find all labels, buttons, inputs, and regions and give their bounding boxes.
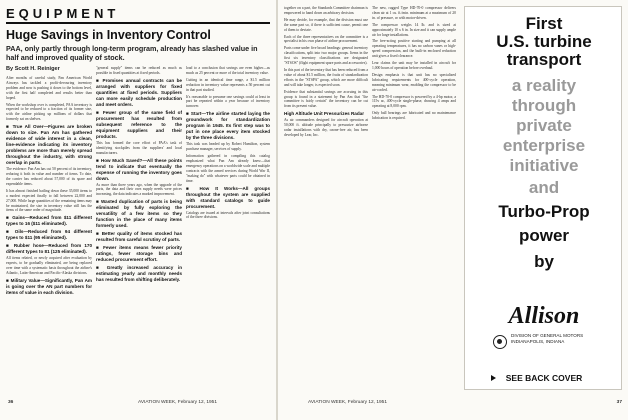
body-paragraph: The compressor weighs 14 lb. and is sized at approximately 10 x 6 in. In size and it can supply ample air for large installations. <box>372 22 456 37</box>
subhead-paragraph: ■ Start—The airline started laying the groundwork for standardization program in 1945. Its first step was to put in one place every item stocked by the three divisions. <box>186 111 270 141</box>
ad-line: through <box>511 96 577 115</box>
body-paragraph: Only ball bearings are lubricated and no maintenance lubrication is required. <box>372 111 456 121</box>
article-byline: By Scott H. Reiniger <box>6 66 60 72</box>
body-paragraph: Catalogs are issued at intervals after joint consultations of the three divisions. <box>186 210 270 220</box>
subhead-paragraph: ■ Wasted duplication of parts is being eliminated by fully exploring the versatility of a few items so they function in the place of many items formerly used. <box>96 199 182 229</box>
ad-line: enterprise <box>502 136 586 155</box>
body-paragraph: As more than three years ago, when the upgrade of the parts, the data and their own supply needs were prices increasing, the data indicates a marked improvement. <box>96 182 182 197</box>
subhead-paragraph: ■ Better quality of items stocked has resulted from careful scrutiny of parts. <box>96 231 182 243</box>
body-paragraph: It's reasonable to presume one savings could at least in part be repeated within a year because of inventory turnover. <box>186 94 270 109</box>
body-paragraph: Parts come under five broad headings: general inventory classifications, split into two major groups. Items in the first six inventory classifications are designated "STSOS" (flight equipment spare parts and accessories). <box>284 46 368 66</box>
ad-line: First <box>525 14 563 33</box>
subhead-paragraph: ■ Military Value—Significantly, Pan Am is going over the AN part numbers for items of value in each division. <box>6 277 92 295</box>
text-column-3 <box>186 66 270 390</box>
ad-line: transport <box>506 50 582 69</box>
banner-rule <box>6 22 270 24</box>
body-paragraph: The free-acting positive starting and pumping at all operating temperatures, it has no carbon vanes or high-speed compression, and the built-in enclosed reduction unit gives a fixed clearance. <box>372 39 456 59</box>
body-paragraph: together on a part, the Standards Committee chairman is empowered to hand down an arbitrary decision. <box>284 6 368 15</box>
body-paragraph: Information gathered in compiling this catalog emphasized what Pan Am already knew—that emergency operations on a worldwide scale and multiple contracts with the armed services during World War II, "making do" with whatever parts could be obtained in time. <box>186 154 270 183</box>
left-page-number: 36 <box>8 400 14 405</box>
body-paragraph: This task was headed up by Robert Hamilton, system purchase manager, services of supply. <box>186 142 270 152</box>
see-back-cover-link[interactable]: SEE BACK COVER <box>505 373 583 383</box>
allison-logo: Allison <box>508 303 580 329</box>
ad-line: initiative <box>509 156 579 175</box>
body-paragraph: This has formed the core effort of PAA's task of identifying stockpiles from the suppliers' and local manufacturers. <box>96 140 182 155</box>
allison-advertisement <box>464 6 622 390</box>
subhead-paragraph: ■ Fewer group of the same field of procurement has resulted from subsequent reference to the equipment suppliers and their products. <box>96 109 182 139</box>
subhead-paragraph: ■ Oils—Reduced from 94 different types to $11 (95 eliminated). <box>6 229 92 241</box>
text-column-2 <box>96 66 182 390</box>
ad-line: private <box>516 116 572 135</box>
subhead-paragraph: High Altitude Unit Pressurizes Radar <box>284 111 364 117</box>
body-paragraph: load to a conclusion that savings are even higher—as much as 25 percent or more of the total inventory value. <box>186 66 270 75</box>
subhead-paragraph: ■ True All Over—Figures are broken down to size. Pan Am has gathered evidence of wide interest in a clean, line-evidence indicating its inventory problems are more than merely spread throughout the industry, with strong overlap in parts. <box>6 124 92 166</box>
right-page-number: 37 <box>616 400 622 405</box>
gm-seal-icon <box>493 335 507 349</box>
body-paragraph: Evidence that substantial savings are accruing in this group is found in a statement by Pan Am that "the committee is fairly certain" the inventory can be cut from its present value. <box>284 89 368 109</box>
body-paragraph: After months of careful study, Pan American World Airways has tackled a profit-devouring inventory problem and now is pushing it down to the bottom level, with the first half completed and results better than hoped. <box>6 76 92 100</box>
subhead-paragraph: ■ Greatly increased accuracy in estimating yearly and monthly needs has resulted from shifting deliberately. <box>96 265 182 283</box>
section-banner: EQUIPMENT <box>6 6 120 21</box>
text-column-5 <box>372 6 456 390</box>
subhead-paragraph: ■ Gains—Reduced from $11 different types to 16 ($11 eliminated). <box>6 215 92 227</box>
article-headline: Huge Savings in Inventory Control <box>6 28 211 42</box>
ad-line: by <box>534 252 554 271</box>
subhead-paragraph: ■ Rubber hose—Reduced from 170 different types to 81 (125 eliminated). <box>6 243 92 255</box>
ad-line: a reality <box>511 76 577 95</box>
body-paragraph: When the workshop over is completed, PAA inventory is expected to be reduced to a fraction of its former size, with the airline picking up millions of dollars that formerly sat on shelves. <box>6 102 92 122</box>
body-paragraph: The evidence: Pan Am has cut 50 percent of its inventory, reducing it both in value and number of items. To date, the carrier has reduced about 57,000 of its spare and expendable items. <box>6 167 92 186</box>
body-paragraph: Cutting in an identical time range, a $1.5 million reduction in inventory value represents a 50 percent cut in that part studied. <box>186 77 270 92</box>
body-paragraph: Design emphasis is that unit has no specialized lubricating requirements for 400-cycle operation, meaning minimum wear, enabling the compressor to be air-cooled. <box>372 72 456 92</box>
body-paragraph: All items related, or newly acquired after evaluation by experts, to be gradually eliminated, are being replaced over time with a systematic basis throughout the airline's Atlantic, Latin-American and Pacific-Alaska divisions. <box>6 256 92 276</box>
ad-line: power <box>518 226 570 245</box>
body-paragraph: He may decide, for example, that the division must use the same part so, if there is sufficient cause, permit one of them to deviate. <box>284 17 368 32</box>
subhead-paragraph: ■ How It Works—All groups throughout the system are supplied with standard catalogs to guide procurement. <box>186 185 270 209</box>
body-paragraph: "general supply" items can be reduced as much as possible in fixed quantities at fixed periods. <box>96 66 182 75</box>
left-footer <box>8 400 270 405</box>
ad-division: DIVISION OF GENERAL MOTORS INDIANAPOLIS, INDIANA <box>511 333 584 344</box>
text-column-1 <box>6 76 92 390</box>
subhead-paragraph: ■ Fewer items means fewer priority ratings, fewer storage bins and reduced procurement effort. <box>96 245 182 263</box>
ad-line: Turbo-Prop <box>498 202 590 221</box>
body-paragraph: Lear claims the unit may be installed in aircraft for 1,000 hours of operation before overhaul. <box>372 61 456 70</box>
body-paragraph: It has almost finished bailing down these 35,000 items to a modest expected finally to fall between 22,000 and 27,000. While large quantities of the remaining items may be maintained, the size in inventory value still has the items of the same order of magnitude. <box>6 188 92 213</box>
text-column-4 <box>284 6 368 390</box>
body-paragraph: As air commanders designed for aircraft operation at 50,000 ft. altitude principally to pressurize airborne radar installations with dry, ozone-free air, has been developed by Lear, Inc. <box>284 118 368 137</box>
right-masthead: AVIATION WEEK, February 12, 1951 <box>308 400 388 405</box>
body-paragraph: In this part of the inventory that has been reduced from a value of about $1.5 million, the fruits of standardization efforts in the "STSPA" group, which are more difficult and will take longer, is expected soon. <box>284 67 368 87</box>
ad-line: and <box>528 178 560 197</box>
body-paragraph: The HD-70-0 compressor is powered by a 4-hp motor, a 115v ac, 400-cycle single-phase, drawing 4 amps and operating at 8,000 rpm. <box>372 94 456 109</box>
subhead-paragraph: ■ How Much Saved?—All these points tend to indicate that eventually the expense of running the inventory goes down. <box>96 157 182 181</box>
subhead-paragraph: ■ Promises annual contracts can be arranged with suppliers for fixed quantities at fixed periods. Suppliers can more easily schedule production and meet orders. <box>96 77 182 107</box>
body-paragraph: Each of the three representatives on the committee is a specialist in his own phase of airline procurement. <box>284 34 368 44</box>
body-paragraph: The new, rugged Type HD-70-0 compressor delivers clean air at 1 cu. ft./min. minimum at a maximum of 20 in. of pressure, or with motor-driven. <box>372 6 456 20</box>
ad-line: U.S. turbine <box>496 32 592 51</box>
article-deck: PAA, only partly through long-term program, already has slashed value in half and improved quality of stock. <box>6 44 258 62</box>
left-masthead: AVIATION WEEK, February 12, 1951 <box>138 400 218 405</box>
